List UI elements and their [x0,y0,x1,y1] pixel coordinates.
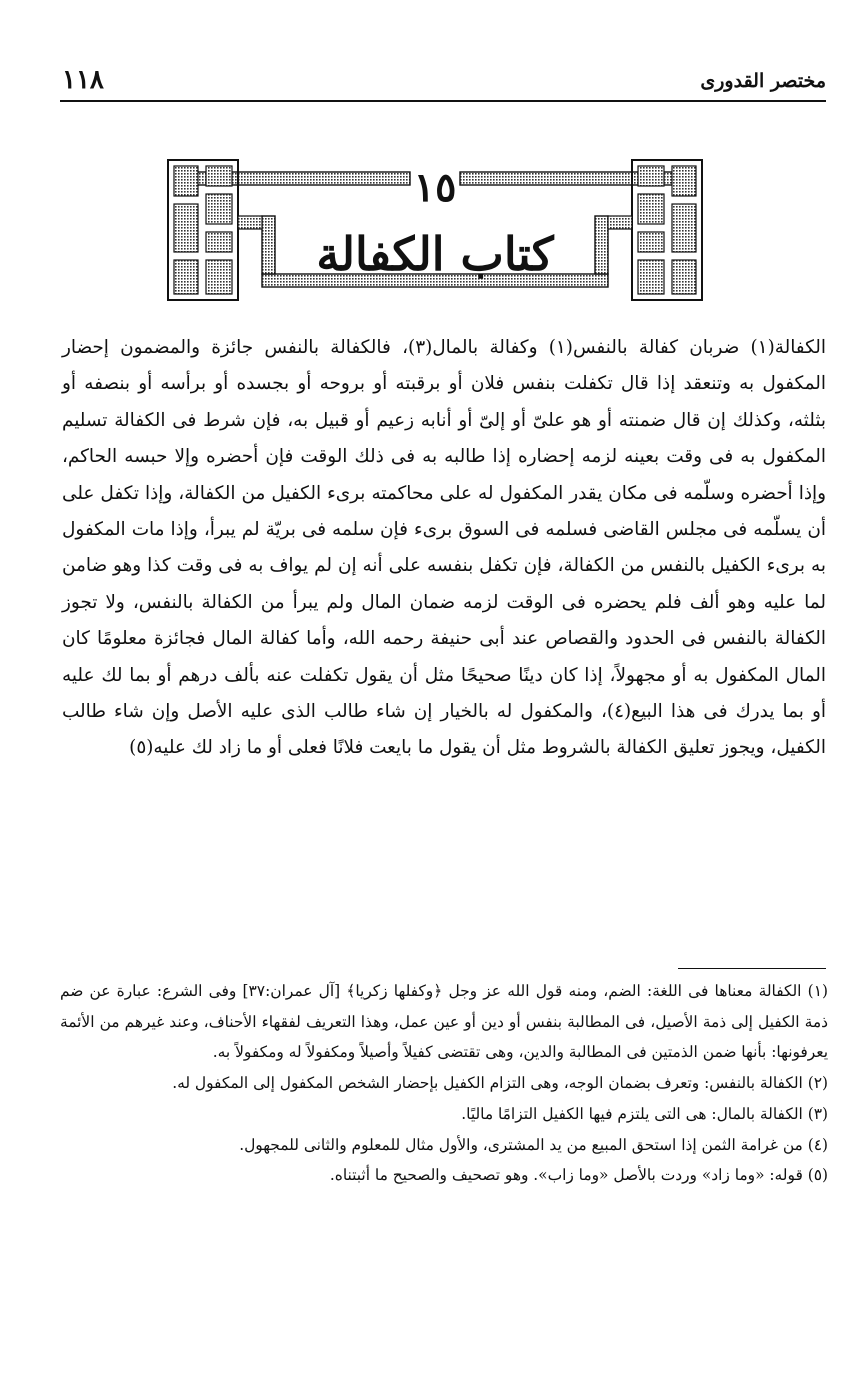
footnote-4: (٤) من غرامة الثمن إذا استحق المبيع من يد المشترى، والأول مثال للمعلوم والثانى للمجهول. [239,1135,828,1154]
header-rule [60,100,826,102]
body-paragraph: الكفالة(١) ضربان كفالة بالنفس(١) وكفالة بالمال(٣)، فالكفالة بالنفس جائزة والمضمون إحضار المكفول به وتنعقد إذا قال تكفلت بنفس فلان أو برقبته أو بروحه أو بجسده أو برأسه أو بنصفه أو بثلثه، وكذلك إن قال ضمنته أو هو علىّ أو إلىّ أو أنابه زعيم أو قبيل به، فإن شرط فى الكفالة تسليم المكفول به فى وقت بعينه لزمه إحضاره إذا طالبه به فى ذلك الوقت فإن أحضره وإلا حبسه الحاكم، وإذا أحضره وسلّمه فى مكان يقدر المكفول له على محاكمته برىء الكفيل من الكفالة، وإذا تكفل على أن يسلّمه فى مجلس القاضى فسلمه فى السوق برىء فإن سلمه فى بريّة لم يبرأ، وإذا مات المكفول به برىء الكفيل بالنفس من الكفالة، فإن تكفل بنفسه على أنه إن لم يواف به فى وقت كذا وهو ضامن لما عليه وهو ألف فلم يحضره فى الوقت لزمه ضمان المال ولم يبرأ من الكفالة بالنفس، ولا تجوز الكفالة بالنفس فى الحدود والقصاص عند أبى حنيفة رحمه الله، وأما كفالة المال فجائزة معلومًا كان المال المكفول به أو مجهولاً، إذا كان دينًا صحيحًا مثل أن يقول تكفلت عنه بألف درهم أو بما لك عليه أو بما يدرك فى هذا البيع(٤)، والمكفول له بالخيار إن شاء طالب الذى عليه الأصل وإن شاء طالب الكفيل، ويجوز تعليق الكفالة بالشروط مثل أن يقول ما بايعت فلانًا فعلى أو ما زاد لك عليه(٥) [62,337,826,759]
footnote-3: (٣) الكفالة بالمال: هى التى يلتزم فيها الكفيل التزامًا ماليًا. [461,1104,828,1123]
page-number: ١١٨ [62,65,104,95]
chapter-banner [166,158,704,302]
running-head [62,64,826,96]
chapter-number: ١٥ [413,164,457,211]
footnote-rule [678,968,826,969]
book-title: مختصر القدورى [700,70,826,92]
footnotes [60,976,828,1191]
main-text [62,330,826,767]
footnote-1: (١) الكفالة معناها فى اللغة: الضم، ومنه قول الله عز وجل ﴿وكفلها زكريا﴾ [آل عمران:٣٧] وفى الشرع: عبارة عن ضم ذمة الكفيل إلى ذمة الأصيل، فى المطالبة بنفس أو دين أو عين عمل، وهذا التعريف لفقهاء الأحناف، وعند غيرهم من الأئمة يعرفونها: بأنها ضمن الذمتين فى المطالبة والدين، وهى تقتضى كفيلاً وأصيلاً ومكفولاً له ومكفولاً به. [60,982,828,1062]
footnote-5: (٥) قوله: «وما زاد» وردت بالأصل «وما زاب». وهو تصحيف والصحيح ما أثبتناه. [329,1166,828,1185]
footnote-2: (٢) الكفالة بالنفس: وتعرف بضمان الوجه، وهى التزام الكفيل بإحضار الشخص المكفول إلى المكفول له. [172,1074,828,1093]
chapter-title: كتاب الكفالة [316,227,554,281]
